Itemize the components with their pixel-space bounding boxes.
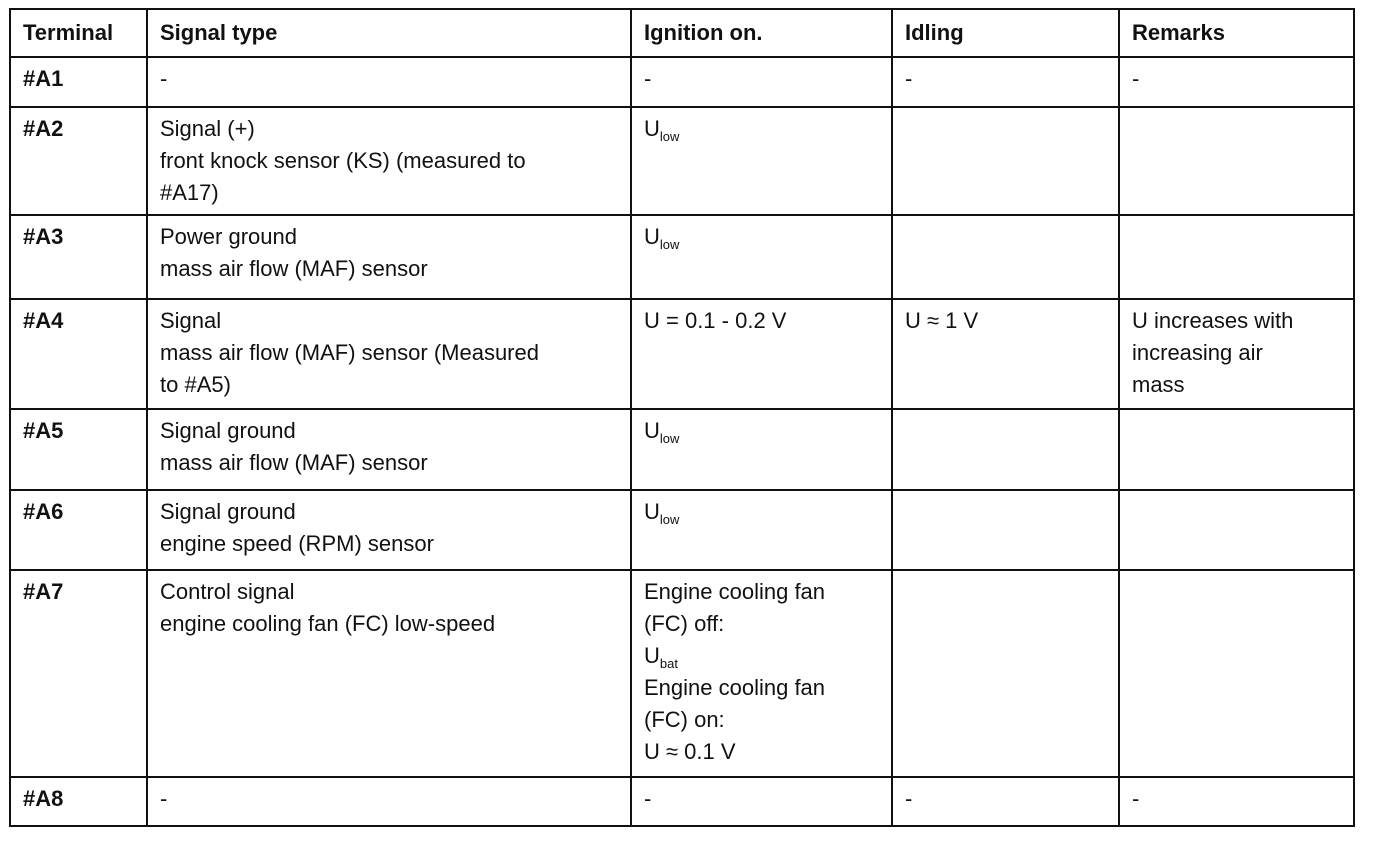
signal-type-cell — [147, 299, 631, 409]
header-ignition-on: Ignition on. — [631, 9, 892, 57]
signal-type-cell — [147, 57, 631, 107]
remarks-cell — [1119, 215, 1354, 299]
signal-line: Signal ground — [160, 418, 296, 443]
signal-type-cell — [147, 409, 631, 490]
remarks-cell — [1119, 490, 1354, 570]
ignition-cell — [631, 409, 892, 490]
signal-line: engine cooling fan (FC) low-speed — [160, 611, 496, 636]
signal-type-cell — [147, 570, 631, 777]
signal-line: - — [160, 66, 168, 91]
signal-line: Signal (+) — [160, 116, 255, 141]
voltage-symbol: U — [644, 224, 660, 249]
terminal-cell: #A8 — [10, 777, 147, 826]
voltage-value — [644, 496, 679, 528]
signal-line: engine speed (RPM) sensor — [160, 531, 434, 556]
remarks-cell — [1119, 570, 1354, 777]
header-terminal: Terminal — [10, 9, 147, 57]
idling-cell — [892, 409, 1119, 490]
signal-type-cell — [147, 490, 631, 570]
signal-type-cell — [147, 107, 631, 215]
signal-line: mass air flow (MAF) sensor — [160, 450, 428, 475]
remarks-line: increasing air — [1132, 340, 1263, 365]
header-remarks: Remarks — [1119, 9, 1354, 57]
terminal-cell: #A7 — [10, 570, 147, 777]
signal-line: Power ground — [160, 224, 297, 249]
ignition-cell — [631, 570, 892, 777]
table-row — [10, 107, 1354, 215]
signal-line: Control signal — [160, 579, 295, 604]
voltage-value — [644, 643, 678, 669]
remarks-cell — [1119, 107, 1354, 215]
header-signal-type: Signal type — [147, 9, 631, 57]
signal-line: mass air flow (MAF) sensor — [160, 256, 428, 281]
signal-line: Signal ground — [160, 499, 296, 524]
signal-line: mass air flow (MAF) sensor (Measured — [160, 340, 539, 365]
idling-cell — [892, 570, 1119, 777]
signal-type-cell — [147, 777, 631, 826]
remarks-cell — [1119, 299, 1354, 409]
ignition-line: U ≈ 0.1 V — [644, 739, 736, 764]
idling-cell: U ≈ 1 V — [892, 299, 1119, 409]
idling-cell — [892, 490, 1119, 570]
terminal-cell: #A3 — [10, 215, 147, 299]
voltage-symbol: U — [644, 499, 660, 524]
terminal-cell: #A6 — [10, 490, 147, 570]
voltage-symbol: U — [644, 643, 660, 668]
voltage-subscript: low — [659, 512, 680, 527]
signal-type-cell — [147, 215, 631, 299]
table-row — [10, 57, 1354, 107]
table-row — [10, 409, 1354, 490]
ignition-cell: - — [631, 777, 892, 826]
header-row — [10, 9, 1354, 57]
ignition-cell — [631, 490, 892, 570]
idling-cell: - — [892, 777, 1119, 826]
terminal-signal-table — [9, 8, 1355, 827]
idling-cell — [892, 215, 1119, 299]
table-row — [10, 570, 1354, 777]
voltage-value — [644, 221, 679, 253]
terminal-cell: #A5 — [10, 409, 147, 490]
ignition-cell — [631, 107, 892, 215]
remarks-cell: - — [1119, 57, 1354, 107]
signal-line: front knock sensor (KS) (measured to — [160, 148, 526, 173]
table-row — [10, 777, 1354, 826]
voltage-symbol: U — [644, 116, 660, 141]
ignition-line: Engine cooling fan — [644, 675, 826, 700]
terminal-cell: #A2 — [10, 107, 147, 215]
table-row — [10, 299, 1354, 409]
signal-line: #A17) — [160, 180, 219, 205]
ignition-line: (FC) on: — [644, 707, 725, 732]
remarks-cell — [1119, 409, 1354, 490]
signal-line: - — [160, 786, 168, 811]
terminal-cell: #A4 — [10, 299, 147, 409]
idling-cell — [892, 107, 1119, 215]
voltage-symbol: U — [644, 418, 660, 443]
voltage-value — [644, 415, 679, 447]
table-row — [10, 215, 1354, 299]
header-idling: Idling — [892, 9, 1119, 57]
idling-cell: - — [892, 57, 1119, 107]
ignition-line: Engine cooling fan — [644, 579, 826, 604]
terminal-cell: #A1 — [10, 57, 147, 107]
voltage-subscript: low — [659, 129, 680, 144]
ignition-cell: - — [631, 57, 892, 107]
table-row — [10, 490, 1354, 570]
remarks-cell: - — [1119, 777, 1354, 826]
ignition-cell: U = 0.1 - 0.2 V — [631, 299, 892, 409]
remarks-line: U increases with — [1132, 308, 1294, 333]
ignition-line: (FC) off: — [644, 611, 725, 636]
voltage-subscript: bat — [659, 656, 678, 671]
signal-line: to #A5) — [160, 372, 231, 397]
voltage-value — [644, 113, 679, 145]
remarks-line: mass — [1132, 372, 1185, 397]
ignition-cell — [631, 215, 892, 299]
voltage-subscript: low — [659, 237, 680, 252]
signal-line: Signal — [160, 308, 222, 333]
voltage-subscript: low — [659, 431, 680, 446]
